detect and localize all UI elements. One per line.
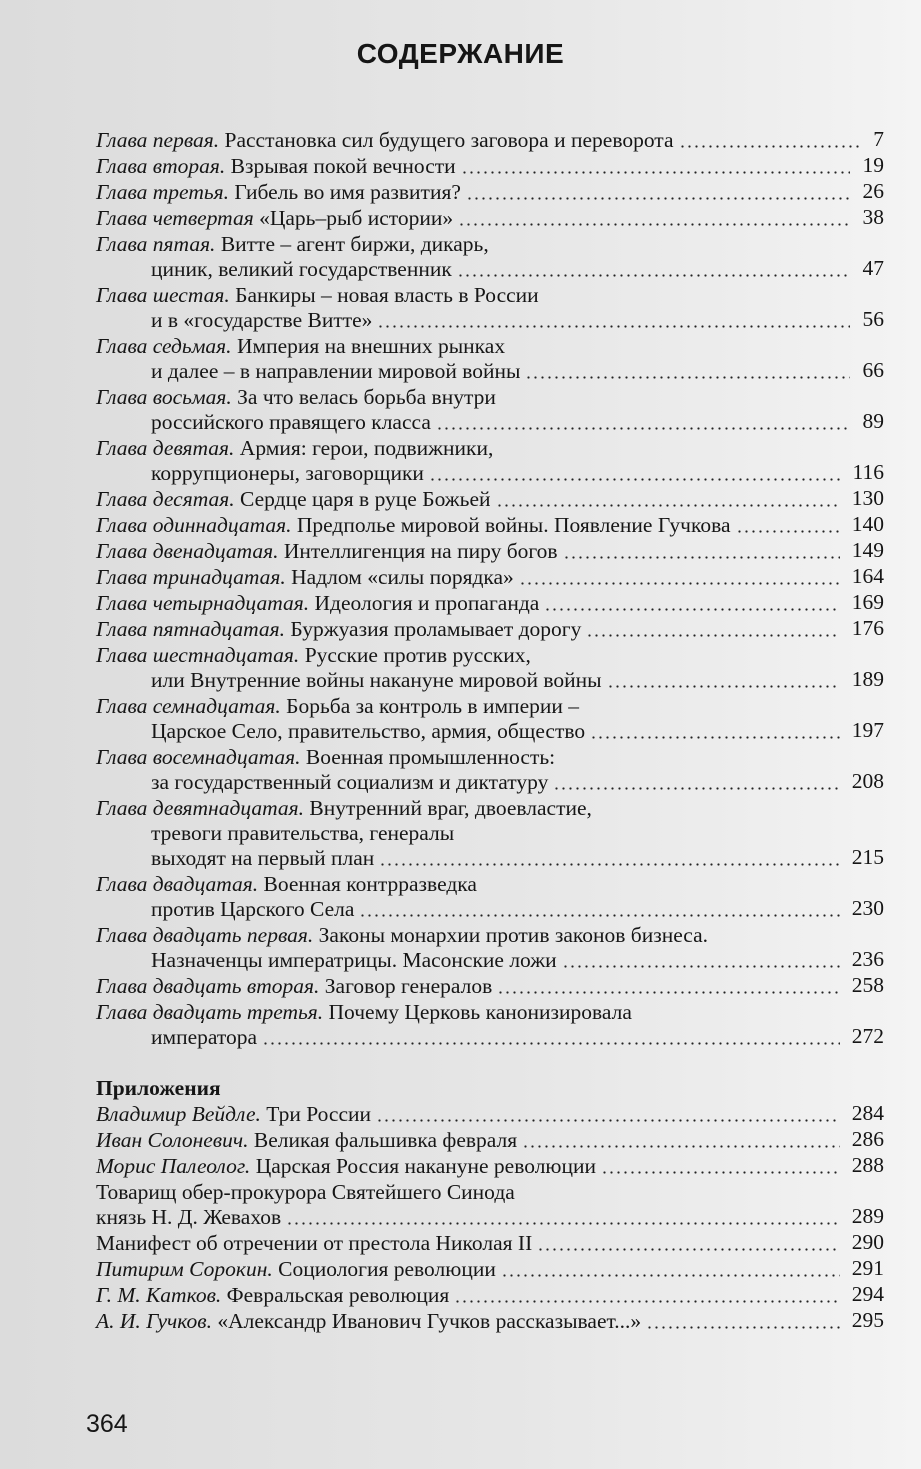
entry-label: Владимир Вейдле. bbox=[96, 1102, 261, 1126]
entry-label: Глава семнадцатая. bbox=[96, 694, 281, 718]
toc-line bbox=[96, 154, 884, 179]
toc-line bbox=[96, 872, 884, 897]
entry-title: Империя на внешних рынках bbox=[236, 334, 506, 358]
dot-leader bbox=[262, 1042, 840, 1045]
page-ref: 289 bbox=[851, 1204, 884, 1228]
entry-title: За что велась борьба внутри bbox=[237, 385, 496, 409]
dot-leader bbox=[736, 530, 840, 533]
page-ref: 26 bbox=[862, 179, 884, 203]
toc-line bbox=[96, 487, 884, 512]
entry-label: Глава третья. bbox=[96, 180, 229, 204]
entry-title: Манифест об отречении от престола Николая II bbox=[96, 1231, 533, 1255]
toc-line bbox=[96, 1309, 884, 1334]
dot-leader bbox=[436, 427, 850, 430]
entry-title: Идеология и пропаганда bbox=[314, 591, 540, 615]
dot-leader bbox=[607, 685, 840, 688]
entry-label: Глава пятая. bbox=[96, 232, 216, 256]
toc-line bbox=[96, 359, 884, 384]
toc-line bbox=[96, 1000, 884, 1025]
toc-line bbox=[96, 643, 884, 668]
dot-leader bbox=[457, 274, 850, 277]
entry-title: Взрывая покой вечности bbox=[230, 154, 456, 178]
toc-line bbox=[96, 923, 884, 948]
dot-leader bbox=[458, 223, 850, 226]
toc-line bbox=[96, 770, 884, 795]
entry-title: Почему Церковь канонизировала bbox=[328, 1000, 632, 1024]
dot-leader bbox=[496, 504, 840, 507]
page-ref: 208 bbox=[851, 769, 884, 793]
entry-title: Армия: герои, подвижники, bbox=[239, 436, 494, 460]
entry-label: Глава тринадцатая. bbox=[96, 565, 286, 589]
entry-title: тревоги правительства, генералы bbox=[151, 821, 455, 845]
entry-title: Царское Село, правительство, армия, общество bbox=[151, 719, 586, 743]
toc-entry bbox=[96, 513, 884, 538]
entry-title: Сердце царя в руце Божьей bbox=[240, 487, 491, 511]
appendix-heading: Приложения bbox=[96, 1076, 221, 1100]
dot-leader bbox=[359, 914, 840, 917]
toc-line bbox=[96, 948, 884, 973]
page-ref: 215 bbox=[851, 845, 884, 869]
toc-line bbox=[96, 821, 884, 846]
dot-leader bbox=[562, 965, 840, 968]
page-number: 364 bbox=[86, 1410, 128, 1438]
entry-title: Военная контрразведка bbox=[263, 872, 477, 896]
dot-leader bbox=[544, 608, 840, 611]
toc-entry bbox=[96, 334, 884, 384]
entry-title: Борьба за контроль в империи – bbox=[286, 694, 579, 718]
entry-title: Великая фальшивка февраля bbox=[253, 1128, 518, 1152]
page-ref: 189 bbox=[851, 667, 884, 691]
entry-title: Предполье мировой войны. Появление Гучкова bbox=[296, 513, 731, 537]
entry-label: Глава седьмая. bbox=[96, 334, 232, 358]
toc-entry bbox=[96, 385, 884, 435]
page-ref: 56 bbox=[862, 307, 884, 331]
toc-entry bbox=[96, 436, 884, 486]
page-ref: 291 bbox=[851, 1256, 884, 1280]
entry-label: Глава восьмая. bbox=[96, 385, 232, 409]
entry-title: против Царского Села bbox=[151, 897, 355, 921]
dot-leader bbox=[519, 582, 840, 585]
appendix-entry bbox=[96, 1154, 884, 1179]
dot-leader bbox=[286, 1222, 840, 1225]
toc-line bbox=[96, 1257, 884, 1282]
entry-title: Товарищ обер-прокурора Святейшего Синода bbox=[96, 1180, 515, 1204]
toc-entry bbox=[96, 617, 884, 642]
toc-line bbox=[96, 1205, 884, 1230]
toc-entry bbox=[96, 643, 884, 693]
toc-entry bbox=[96, 487, 884, 512]
entry-label: Глава четвертая bbox=[96, 206, 254, 230]
page-ref: 169 bbox=[851, 590, 884, 614]
page-ref: 130 bbox=[851, 486, 884, 510]
entry-label: Глава девятая. bbox=[96, 436, 235, 460]
toc-entry bbox=[96, 796, 884, 871]
page-ref: 258 bbox=[851, 973, 884, 997]
toc-line bbox=[96, 591, 884, 616]
dot-leader bbox=[429, 478, 841, 481]
toc-entry bbox=[96, 283, 884, 333]
entry-label: Глава двадцатая. bbox=[96, 872, 259, 896]
dot-leader bbox=[553, 787, 840, 790]
page-ref: 116 bbox=[852, 460, 884, 484]
appendix-entry bbox=[96, 1309, 884, 1334]
page-ref: 19 bbox=[862, 153, 884, 177]
page-ref: 38 bbox=[862, 205, 884, 229]
toc-entry bbox=[96, 180, 884, 205]
dot-leader bbox=[646, 1326, 840, 1329]
toc-line bbox=[96, 1231, 884, 1256]
toc-line bbox=[96, 513, 884, 538]
entry-label: Г. М. Катков. bbox=[96, 1283, 222, 1307]
toc-line bbox=[96, 334, 884, 359]
entry-label: Глава шестнадцатая. bbox=[96, 643, 300, 667]
entry-title: «Царь–рыб истории» bbox=[259, 206, 454, 230]
table-of-contents bbox=[96, 128, 884, 1335]
entry-label: Глава двадцать третья. bbox=[96, 1000, 324, 1024]
entry-label: Глава шестая. bbox=[96, 283, 230, 307]
toc-line bbox=[96, 308, 884, 333]
entry-label: Глава двадцать первая. bbox=[96, 923, 314, 947]
toc-entry bbox=[96, 923, 884, 973]
toc-line bbox=[96, 257, 884, 282]
entry-title: Расстановка сил будущего заговора и переворота bbox=[224, 128, 674, 152]
toc-line bbox=[96, 1154, 884, 1179]
toc-entry bbox=[96, 539, 884, 564]
dot-leader bbox=[501, 1274, 840, 1277]
dot-leader bbox=[377, 325, 850, 328]
page-ref: 7 bbox=[873, 127, 884, 151]
dot-leader bbox=[590, 736, 840, 739]
toc-entry bbox=[96, 565, 884, 590]
toc-line bbox=[96, 206, 884, 231]
page-ref: 272 bbox=[851, 1024, 884, 1048]
entry-title: Интеллигенция на пиру богов bbox=[283, 539, 558, 563]
entry-title: Назначенцы императрицы. Масонские ложи bbox=[151, 948, 557, 972]
appendix-entry bbox=[96, 1102, 884, 1127]
entry-label: Глава восемнадцатая. bbox=[96, 745, 301, 769]
toc-line bbox=[96, 694, 884, 719]
appendix-entry bbox=[96, 1180, 884, 1230]
page-ref: 290 bbox=[851, 1230, 884, 1254]
entry-label: Глава одиннадцатая. bbox=[96, 513, 292, 537]
page-ref: 236 bbox=[851, 947, 884, 971]
entry-title: Законы монархии против законов бизнеса. bbox=[318, 923, 709, 947]
entry-label: А. И. Гучков. bbox=[96, 1309, 212, 1333]
entry-label: Глава десятая. bbox=[96, 487, 235, 511]
toc-line bbox=[96, 668, 884, 693]
entry-label: Глава двенадцатая. bbox=[96, 539, 279, 563]
entry-title: и далее – в направлении мировой войны bbox=[151, 359, 521, 383]
toc-entry bbox=[96, 694, 884, 744]
entry-label: Глава четырнадцатая. bbox=[96, 591, 310, 615]
entry-title: российского правящего класса bbox=[151, 410, 431, 434]
entry-title: Русские против русских, bbox=[304, 643, 531, 667]
entry-label: Иван Солоневич. bbox=[96, 1128, 249, 1152]
entry-title: Буржуазия проламывает дорогу bbox=[290, 617, 582, 641]
appendix-entry bbox=[96, 1257, 884, 1282]
entry-label: Морис Палеолог. bbox=[96, 1154, 251, 1178]
entry-title: Социология революции bbox=[278, 1257, 496, 1281]
page-ref: 89 bbox=[862, 409, 884, 433]
entry-label: Питирим Сорокин. bbox=[96, 1257, 273, 1281]
page-ref: 286 bbox=[851, 1127, 884, 1151]
entry-label: Глава пятнадцатая. bbox=[96, 617, 286, 641]
dot-leader bbox=[563, 556, 840, 559]
toc-line bbox=[96, 461, 884, 486]
page-ref: 47 bbox=[862, 256, 884, 280]
toc-entry bbox=[96, 1000, 884, 1050]
toc-entry bbox=[96, 232, 884, 282]
toc-line bbox=[96, 180, 884, 205]
entry-title: Три России bbox=[266, 1102, 371, 1126]
page-ref: 288 bbox=[851, 1153, 884, 1177]
toc-entry bbox=[96, 154, 884, 179]
toc-entry bbox=[96, 591, 884, 616]
entry-title: за государственный социализм и диктатуру bbox=[151, 770, 549, 794]
dot-leader bbox=[586, 634, 840, 637]
entry-title: Банкиры – новая власть в России bbox=[235, 283, 539, 307]
dot-leader bbox=[454, 1300, 840, 1303]
entry-title: Военная промышленность: bbox=[305, 745, 556, 769]
page-ref: 149 bbox=[851, 538, 884, 562]
dot-leader bbox=[525, 376, 850, 379]
entry-title: Царская Россия накануне революции bbox=[255, 1154, 597, 1178]
toc-line bbox=[96, 565, 884, 590]
toc-line bbox=[96, 410, 884, 435]
toc-line bbox=[96, 1025, 884, 1050]
entry-label: Глава девятнадцатая. bbox=[96, 796, 304, 820]
page-ref: 140 bbox=[851, 512, 884, 536]
toc-entry bbox=[96, 745, 884, 795]
toc-line bbox=[96, 745, 884, 770]
entry-title: коррупционеры, заговорщики bbox=[151, 461, 424, 485]
dot-leader bbox=[461, 171, 850, 174]
toc-line bbox=[96, 1128, 884, 1153]
page-ref: 197 bbox=[851, 718, 884, 742]
page-ref: 66 bbox=[862, 358, 884, 382]
appendix-entry bbox=[96, 1231, 884, 1256]
appendix-entry bbox=[96, 1128, 884, 1153]
page-title: СОДЕРЖАНИЕ bbox=[356, 38, 565, 69]
page-ref: 295 bbox=[851, 1308, 884, 1332]
toc-line bbox=[96, 128, 884, 153]
toc-line bbox=[96, 974, 884, 999]
toc-line bbox=[96, 617, 884, 642]
dot-leader bbox=[497, 991, 840, 994]
dot-leader bbox=[379, 863, 840, 866]
entry-label: Глава вторая. bbox=[96, 154, 226, 178]
entry-title: или Внутренние войны накануне мировой войны bbox=[151, 668, 602, 692]
entry-title: выходят на первый план bbox=[151, 846, 375, 870]
dot-leader bbox=[466, 197, 850, 200]
page-ref: 230 bbox=[851, 896, 884, 920]
entry-title: императора bbox=[151, 1025, 258, 1049]
dot-leader bbox=[679, 145, 861, 148]
entry-title: Внутренний враг, двоевластие, bbox=[309, 796, 592, 820]
toc-line bbox=[96, 897, 884, 922]
toc-line bbox=[96, 1283, 884, 1308]
toc-line bbox=[96, 385, 884, 410]
entry-title: «Александр Иванович Гучков рассказывает...» bbox=[217, 1309, 642, 1333]
toc-entry bbox=[96, 872, 884, 922]
toc-entry bbox=[96, 974, 884, 999]
toc-line bbox=[96, 283, 884, 308]
toc-line bbox=[96, 1102, 884, 1127]
appendix-entry bbox=[96, 1283, 884, 1308]
entry-title: Гибель во имя развития? bbox=[234, 180, 461, 204]
toc-line bbox=[96, 1180, 884, 1205]
toc-line bbox=[96, 232, 884, 257]
entry-label: Глава двадцать вторая. bbox=[96, 974, 320, 998]
entry-title: Надлом «силы порядка» bbox=[291, 565, 514, 589]
toc-line bbox=[96, 539, 884, 564]
toc-line bbox=[96, 846, 884, 871]
page-ref: 176 bbox=[851, 616, 884, 640]
dot-leader bbox=[601, 1171, 840, 1174]
toc-entry bbox=[96, 128, 884, 153]
page-ref: 164 bbox=[851, 564, 884, 588]
toc-line bbox=[96, 796, 884, 821]
entry-title: циник, великий государственник bbox=[151, 257, 452, 281]
entry-title: и в «государстве Витте» bbox=[151, 308, 373, 332]
toc-entry bbox=[96, 206, 884, 231]
page-ref: 294 bbox=[851, 1282, 884, 1306]
entry-label: Глава первая. bbox=[96, 128, 220, 152]
dot-leader bbox=[522, 1145, 840, 1148]
dot-leader bbox=[537, 1248, 840, 1251]
entry-title: князь Н. Д. Жевахов bbox=[96, 1205, 282, 1229]
entry-title: Витте – агент биржи, дикарь, bbox=[220, 232, 489, 256]
entry-title: Заговор генералов bbox=[324, 974, 493, 998]
toc-line bbox=[96, 719, 884, 744]
dot-leader bbox=[376, 1119, 840, 1122]
toc-line bbox=[96, 436, 884, 461]
page-ref: 284 bbox=[851, 1101, 884, 1125]
entry-title: Февральская революция bbox=[226, 1283, 450, 1307]
